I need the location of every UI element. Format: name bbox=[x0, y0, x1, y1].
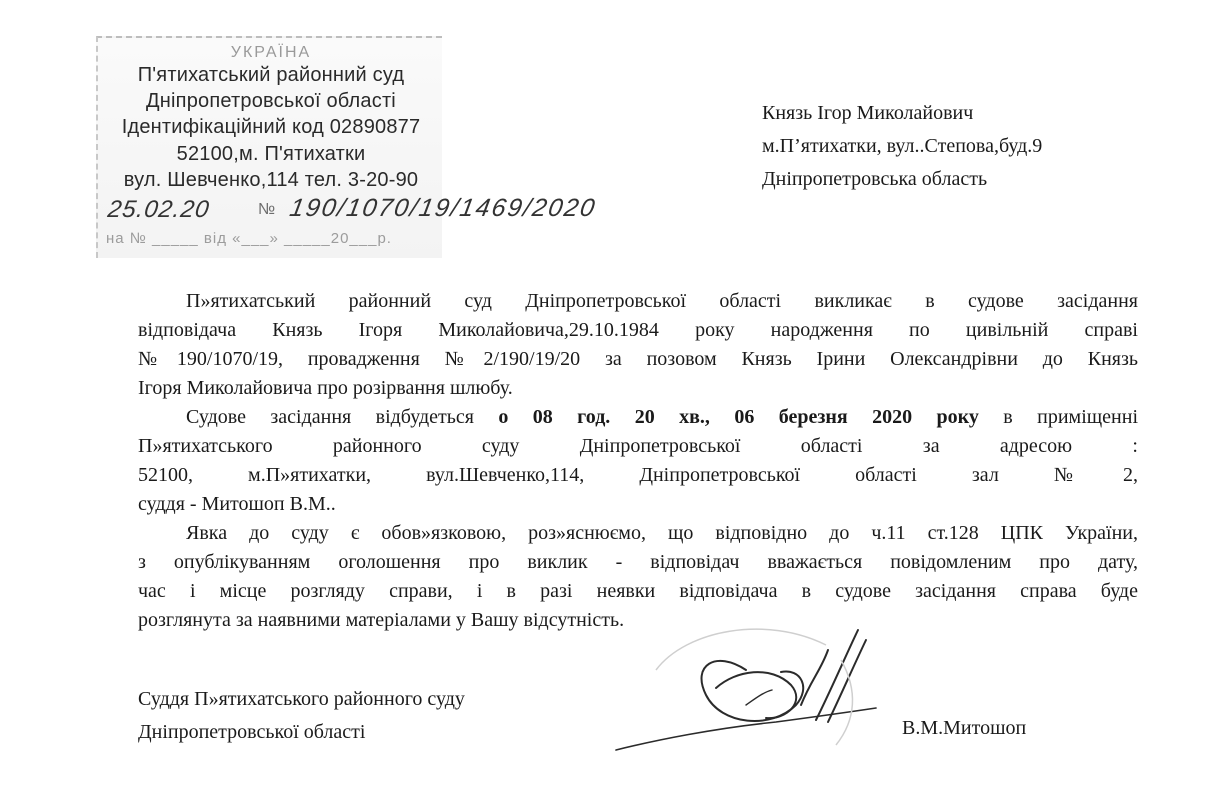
p3-line3: час і місце розгляду справи, і в разі неявки відповідача в судове засідання справа буде bbox=[138, 580, 1138, 602]
stamp-country: УКРАЇНА bbox=[230, 44, 312, 61]
p2-line4: суддя - Митошоп В.М.. bbox=[138, 493, 336, 515]
stamp-street: вул. Шевченко,114 тел. 3-20-90 bbox=[123, 169, 419, 191]
addressee-block bbox=[762, 97, 1042, 196]
stamp-id-code: Ідентифікаційний код 02890877 bbox=[121, 116, 421, 138]
judge-title-line1: Суддя П»ятихатського районного суду bbox=[138, 688, 465, 710]
p2-end: в приміщенні bbox=[1003, 406, 1139, 428]
p2-line2: П»ятихатського районного суду Дніпропетровської області за адресою : bbox=[138, 435, 1138, 457]
p3-line1: Явка до суду є обов»язковою, роз»яснюємо, що відповідно до ч.11 ст.128 ЦПК України, bbox=[186, 522, 1138, 544]
stamp-city: 52100,м. П'ятихатки bbox=[176, 143, 366, 165]
addressee-address: м.П’ятихатки, вул..Степова,буд.9 bbox=[762, 135, 1043, 157]
stamp-number-label: № bbox=[258, 201, 276, 218]
p2-start: Судове засідання відбудеться bbox=[186, 406, 474, 428]
p1-line1: П»ятихатський районний суд Дніпропетровської області викликає в судове засідання bbox=[186, 290, 1138, 312]
p3-line4: розглянута за наявними матеріалами у Вашу відсутність. bbox=[138, 609, 625, 631]
stamp-handwritten-date: 25.02.20 bbox=[106, 196, 212, 223]
hearing-datetime: о 08 год. 20 хв., 06 березня 2020 року bbox=[498, 406, 979, 428]
p1-line3: №190/1070/19, провадження №2/190/19/20 за позовом Князь Ірини Олександрівни до Князь bbox=[138, 348, 1138, 370]
stamp-region: Дніпропетровської області bbox=[146, 90, 396, 112]
stamp-handwritten-number: 190/1070/19/1469/2020 bbox=[287, 194, 599, 222]
p2-line1 bbox=[138, 403, 1138, 432]
p3-line2: з опублікуванням оголошення про виклик - відповідач вважається повідомленим про дату, bbox=[138, 551, 1138, 573]
summons-body bbox=[138, 287, 1138, 635]
p1-line2: відповідача Князь Ігоря Миколайовича,29.10.1984 року народження по цивільній справі bbox=[138, 319, 1138, 341]
p1-line4: Ігоря Миколайовича про розірвання шлюбу. bbox=[138, 377, 513, 399]
judge-title-line2: Дніпропетровської області bbox=[138, 721, 366, 743]
addressee-name: Князь Ігор Миколайович bbox=[762, 102, 974, 124]
stamp-faded-reference-line: на № _____ від «___» _____20___р. bbox=[106, 230, 392, 247]
judge-name: В.М.Митошоп bbox=[902, 717, 1027, 739]
handwritten-signature bbox=[596, 610, 886, 770]
stamp-court-name: П'ятихатський районний суд bbox=[137, 64, 405, 86]
addressee-region: Дніпропетровська область bbox=[762, 168, 988, 190]
court-registration-stamp bbox=[96, 36, 599, 258]
judge-title-block bbox=[138, 683, 465, 749]
p2-line3: 52100, м.П»ятихатки, вул.Шевченко,114, Дніпропетровської області зал №2, bbox=[138, 464, 1138, 486]
